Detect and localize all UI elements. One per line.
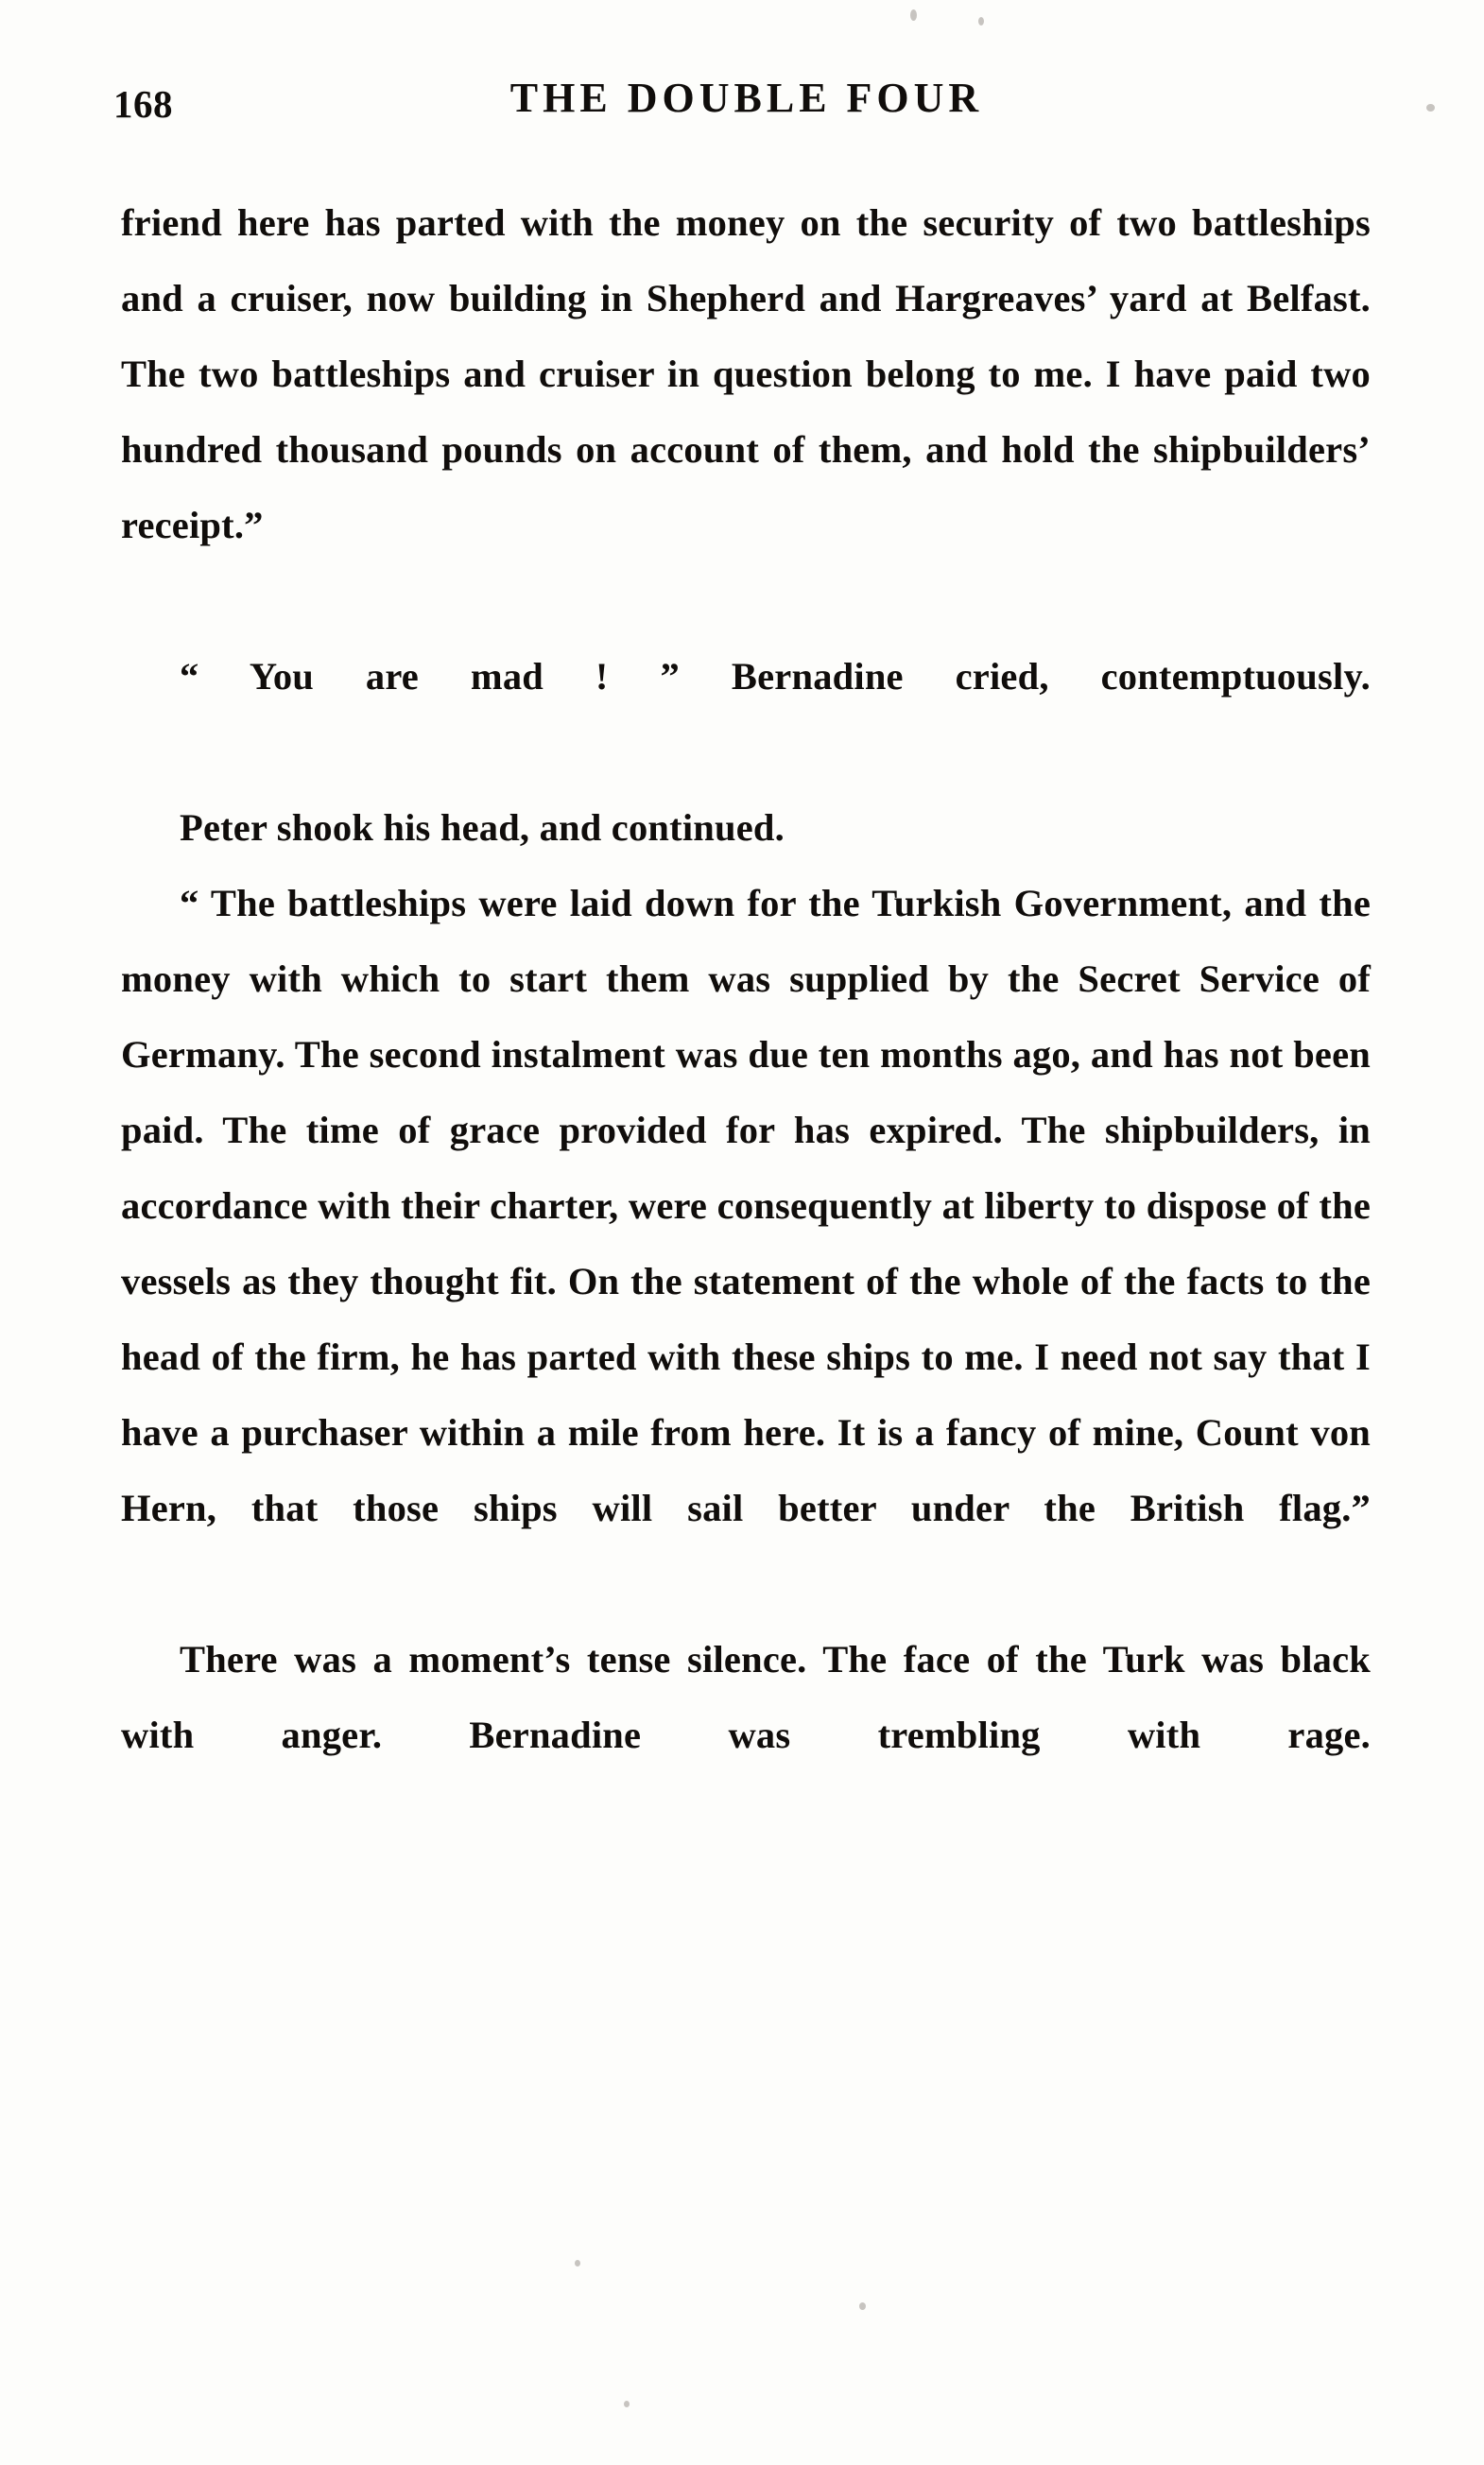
scan-speck: [1426, 104, 1435, 112]
page-header: [113, 74, 1380, 140]
scan-speck: [575, 2260, 580, 2267]
scan-speck: [978, 17, 984, 26]
paragraph: friend here has parted with the money on the security of two battleships and a cruiser, now building in Shepherd and Hargreaves’ yard at Belfast. The two battleships and cruiser in question belong to me. I have paid two hundred thousand pounds on account of them, and hold the shipbuilders’ receipt.”: [121, 201, 1371, 546]
paragraph: “ The battleships were laid down for the Turkish Government, and the money with which to start them was supplied by the Secret Service of Germany. The second instalment was due ten months ago, and has not been paid. The time of grace provided for has expired. The shipbuilders, in accordance with their charter, were consequently at liberty to dispose of the vessels as they thought fit. On the statement of the whole of the facts to the head of the firm, he has parted with these ships to me. I need not say that I have a purchaser within a mile from here. It is a fancy of mine, Count von Hern, that those ships will sail better under the British flag.”: [121, 882, 1371, 1529]
body-text: [121, 185, 1371, 1849]
page-number: 168: [113, 82, 173, 126]
paragraph: Peter shook his head, and continued.: [180, 806, 785, 849]
scan-speck: [910, 9, 917, 21]
scan-speck: [624, 2401, 630, 2407]
paragraph: “ You are mad ! ” Bernadine cried, contemptuously.: [180, 655, 1371, 698]
running-title: THE DOUBLE FOUR: [509, 75, 984, 121]
paragraph: There was a moment’s tense silence. The face of the Turk was black with anger. Bernadine was trembling with rage.: [121, 1638, 1371, 1756]
scan-speck: [859, 2302, 866, 2310]
